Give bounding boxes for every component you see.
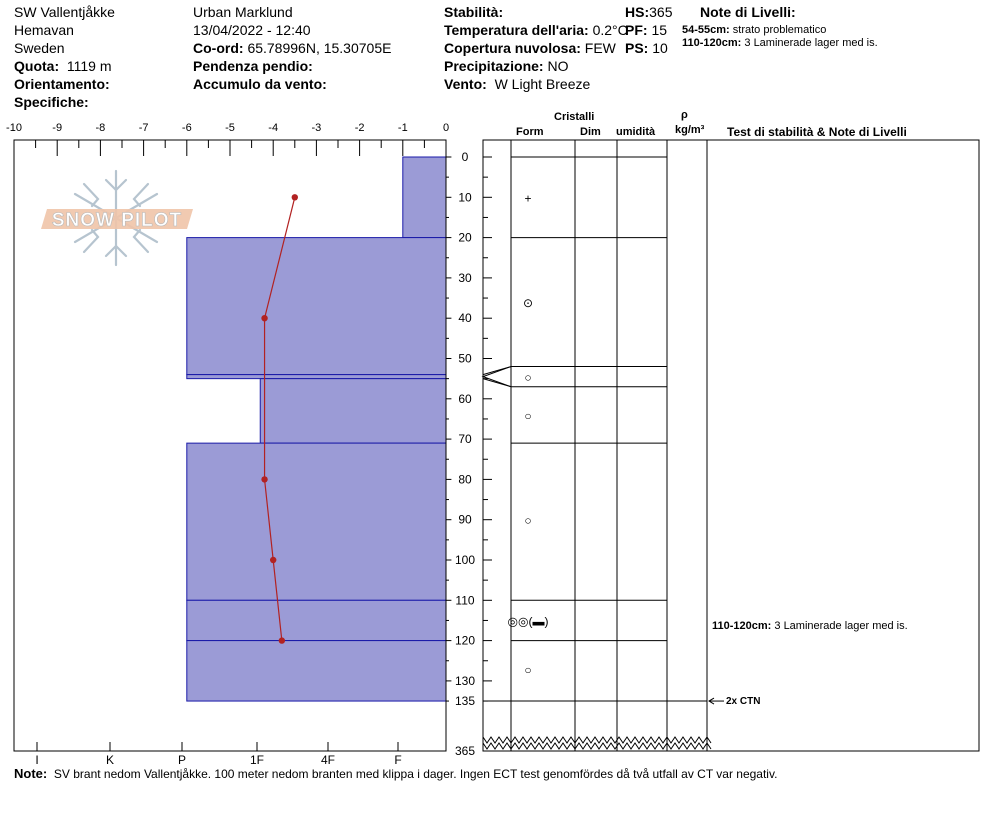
size-header: Dim	[580, 126, 601, 138]
observer-name: Urban Marklund	[193, 4, 293, 20]
country-name: Sweden	[14, 40, 65, 56]
coord-label: Co-ord:	[193, 40, 244, 56]
right-panel-frame	[483, 140, 979, 751]
aspect-label: Orientamento:	[14, 76, 110, 92]
depth-tick-label: 135	[454, 694, 476, 709]
form-header: Form	[516, 126, 544, 138]
layer-note-text: 3 Laminerade lager med is.	[744, 37, 878, 49]
hs-value: 365	[649, 4, 673, 20]
break-zigzag	[483, 743, 711, 749]
density-unit: kg/m³	[675, 124, 705, 136]
temperature-point	[261, 476, 267, 482]
layer-note-range: 54-55cm:	[682, 24, 730, 36]
hardness-tick-label: K	[105, 753, 115, 767]
break-zigzag	[483, 737, 711, 743]
hardness-layers	[187, 157, 446, 701]
coord-value: 65.78996N, 15.30705E	[247, 40, 392, 56]
stability-notes-header: Test di stabilità & Note di Livelli	[727, 125, 907, 139]
hardness-tick-label: F	[394, 753, 402, 767]
location-name: SW Vallentjåkke	[14, 4, 115, 20]
precip-value: NO	[547, 58, 569, 74]
depth-tick-label: 0	[461, 150, 469, 164]
snow-layer	[260, 379, 446, 443]
air-temp-label: Temperatura dell'aria:	[444, 22, 589, 38]
temperature-point	[270, 557, 276, 563]
depth-tick-label: 130	[454, 673, 476, 688]
depth-tick-label: 70	[458, 432, 472, 447]
wind-loading-label: Accumulo da vento:	[193, 76, 327, 92]
snow-layer	[187, 443, 446, 600]
wind-label: Vento:	[444, 76, 487, 92]
area-name: Hemavan	[14, 22, 74, 38]
ps-value: 10	[652, 40, 668, 56]
crystal-form-symbol: ○	[524, 408, 532, 423]
temp-tick-label: -2	[354, 122, 365, 134]
temp-tick-label: -8	[95, 122, 106, 134]
snowpilot-logo	[41, 171, 193, 265]
pf-label: PF:	[625, 22, 648, 38]
temperature-point	[279, 637, 285, 643]
depth-tick-label: 50	[458, 351, 472, 366]
hardness-tick-label: 1F	[249, 753, 265, 767]
temp-tick-label: -6	[181, 122, 192, 134]
depth-tick-label: 40	[458, 311, 472, 326]
depth-tick-label: 100	[454, 553, 476, 567]
snow-layer	[187, 375, 446, 379]
temperature-point	[292, 194, 298, 200]
temp-tick-label: -4	[268, 122, 279, 134]
ps-label: PS:	[625, 40, 649, 56]
note-label: Note:	[14, 766, 48, 781]
hardness-tick-label: 4F	[320, 753, 336, 767]
stability-label: Stabilità:	[444, 4, 504, 20]
hardness-tick-label: I	[35, 753, 39, 767]
snow-layer	[403, 157, 446, 238]
hardness-tick-label: P	[177, 753, 187, 767]
stability-test-result: 2x CTN	[726, 696, 761, 707]
temp-tick-label: -3	[311, 122, 322, 134]
depth-tick-label: 90	[458, 512, 472, 527]
temp-tick-label: -7	[138, 122, 149, 134]
snow-layer	[187, 600, 446, 640]
depth-tick-label: 60	[458, 391, 472, 406]
depth-tick-label: 365	[454, 744, 476, 758]
observation-datetime: 13/04/2022 - 12:40	[193, 22, 311, 38]
crystal-form-symbol: ○	[524, 370, 532, 385]
crystal-form-symbol: +	[524, 191, 532, 206]
wind-value: W Light Breeze	[494, 76, 591, 92]
logo-text: SNOW PILOT	[51, 210, 183, 231]
right-layer-note-text: 3 Laminerade lager med is.	[774, 620, 908, 632]
snow-layer	[187, 641, 446, 701]
problem-layer-marker	[483, 367, 511, 387]
cloud-value: FEW	[584, 40, 616, 56]
temp-tick-label: -5	[225, 122, 235, 134]
depth-tick-label: 110	[455, 593, 475, 608]
temp-tick-label: -9	[52, 122, 63, 134]
elevation-value: 1119 m	[66, 58, 112, 74]
crystal-form-symbol: ◎◎(▬)	[507, 614, 549, 629]
slope-label: Pendenza pendio:	[193, 58, 313, 74]
depth-tick-label: 120	[454, 633, 476, 648]
note-text: SV brant nedom Vallentjåkke. 100 meter nedom branten med klippa i dager. Ingen ECT test genomfördes då två utfall av CT var negativ.	[53, 767, 778, 781]
moisture-header: umidità	[616, 126, 656, 138]
crystals-header: Cristalli	[554, 111, 595, 123]
depth-tick-label: 20	[458, 230, 472, 245]
depth-tick-label: 30	[458, 270, 472, 285]
snow-layer	[187, 238, 446, 375]
right-layer-note-range: 110-120cm:	[712, 620, 772, 632]
temp-tick-label: -1	[397, 122, 408, 134]
crystal-form-symbol: ○	[524, 513, 532, 528]
temperature-point	[261, 315, 267, 321]
pf-value: 15	[651, 22, 668, 38]
cloud-label: Copertura nuvolosa:	[444, 40, 581, 56]
elevation-label: Quota:	[14, 58, 60, 74]
precip-label: Precipitazione:	[444, 58, 544, 74]
temp-tick-label: -10	[6, 122, 22, 134]
specifics-label: Specifiche:	[14, 94, 89, 110]
depth-tick-label: 10	[458, 190, 472, 205]
density-symbol: ρ	[681, 109, 688, 121]
layer-note-range: 110-120cm:	[682, 37, 742, 49]
temp-tick-label: 0	[442, 122, 450, 134]
crystal-form-symbol: ⊙	[522, 296, 534, 311]
hs-label: HS:	[625, 4, 650, 20]
depth-tick-label: 80	[458, 472, 472, 487]
layer-notes-title: Note di Livelli:	[700, 4, 796, 20]
layer-note-text: strato problematico	[732, 24, 827, 36]
air-temp-value: 0.2°C	[592, 22, 628, 38]
crystal-form-symbol: ○	[524, 662, 532, 677]
crystal-panel	[446, 140, 979, 751]
